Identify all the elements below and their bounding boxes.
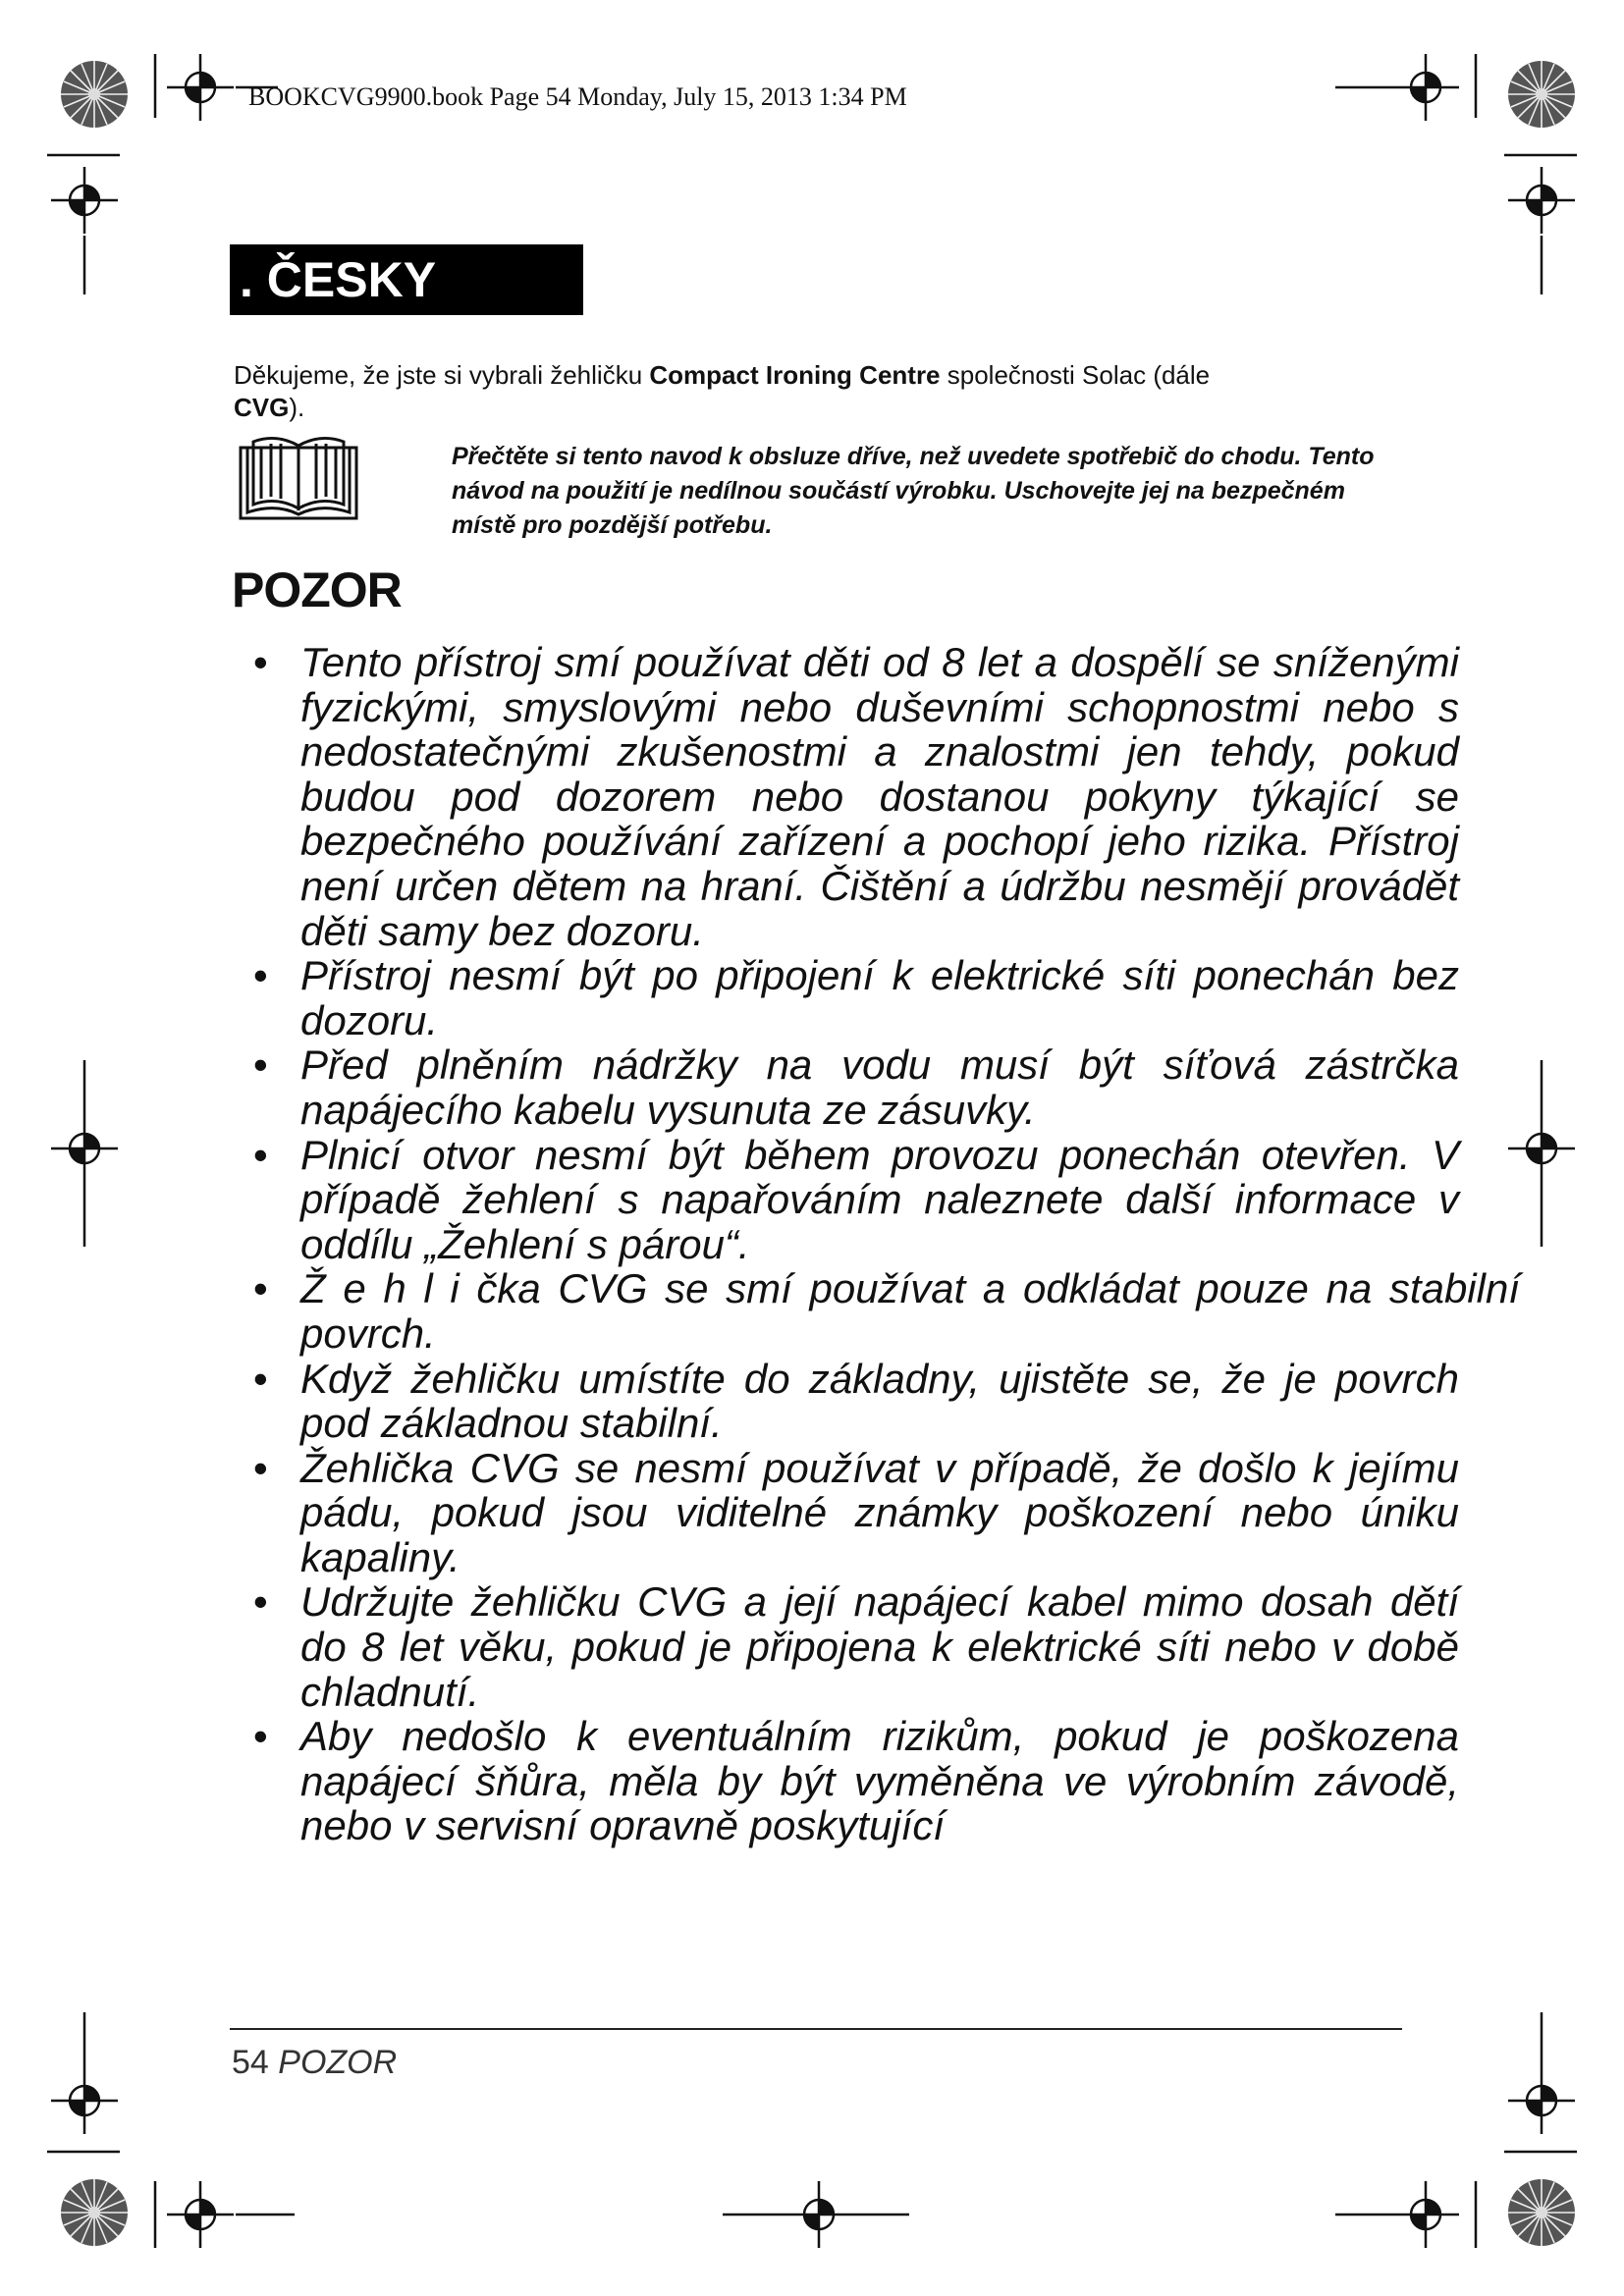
registration-star-icon bbox=[1508, 61, 1575, 128]
page-number: 54 bbox=[232, 2044, 269, 2081]
warning-list bbox=[253, 640, 1520, 1848]
footer-divider bbox=[230, 2028, 1402, 2030]
registration-crosshair-icon bbox=[167, 2181, 234, 2248]
warning-item: • Udržujte žehličku CVG a její napájecí kabel mimo dosah dětí do 8 let věku, pokud je připojena k elektrické síti nebo v době chladnutí. bbox=[253, 1578, 1459, 1715]
registration-crosshair-icon bbox=[51, 1115, 118, 1182]
registration-crosshair-icon bbox=[785, 2181, 852, 2248]
warning-item: • Žehlička CVG se nesmí používat v případě, že došlo k jejímu pádu, pokud jsou viditelné známky poškození nebo úniku kapaliny. bbox=[253, 1444, 1459, 1580]
print-header: BOOKCVG9900.book Page 54 Monday, July 15, 2013 1:34 PM bbox=[248, 82, 907, 111]
warning-item: • Před plněním nádržky na vodu musí být síťová zástrčka napájecího kabelu vysunuta ze zásuvky. bbox=[253, 1041, 1459, 1133]
warning-item: • Přístroj nesmí být po připojení k elektrické síti ponechán bez dozoru. bbox=[253, 952, 1459, 1043]
footer-section-label: POZOR bbox=[278, 2044, 398, 2081]
warning-item: • Ž e h l i čka CVG se smí používat a odkládat pouze na stabilní povrch. bbox=[253, 1265, 1520, 1357]
registration-crosshair-icon bbox=[51, 2067, 118, 2134]
intro-text: společnosti Solac (dále bbox=[940, 360, 1211, 390]
intro-text: ). bbox=[289, 393, 305, 422]
registration-crosshair-icon bbox=[51, 167, 118, 234]
registration-crosshair-icon bbox=[1508, 2067, 1575, 2134]
registration-star-icon bbox=[61, 61, 128, 128]
page-footer bbox=[232, 2044, 397, 2082]
registration-crosshair-icon bbox=[1392, 54, 1459, 121]
language-banner: . ČESKY bbox=[230, 244, 583, 315]
intro-paragraph bbox=[234, 359, 1412, 424]
intro-text: Děkujeme, že jste si vybrali žehličku bbox=[234, 360, 650, 390]
registration-crosshair-icon bbox=[1508, 167, 1575, 234]
product-name: Compact Ironing Centre bbox=[649, 360, 941, 390]
open-book-icon bbox=[238, 434, 359, 520]
warning-item: • Aby nedošlo k eventuálním rizikům, pokud je poškozena napájecí šňůra, měla by být vyměněna ve výrobním závodě, nebo v servisní opravně poskytující bbox=[253, 1713, 1459, 1849]
registration-crosshair-icon bbox=[1392, 2181, 1459, 2248]
warning-item: • Plnicí otvor nesmí být během provozu ponechán otevřen. V případě žehlení s napařováním naleznete další informace v oddílu „Žehlení s párou“. bbox=[253, 1131, 1459, 1267]
warning-item: • Tento přístroj smí používat děti od 8 let a dospělí se sníženými fyzickými, smyslovými nebo duševními schopnostmi nebo s nedostatečnými zkušenostmi a znalostmi jen tehdy, pokud budou pod dozorem nebo dostanou pokyny týkající se bezpečného používání zařízení a pochopí jeho rizika. Přístroj není určen dětem na hraní. Čištění a údržbu nesmějí provádět děti samy bez dozoru. bbox=[253, 639, 1459, 954]
registration-star-icon bbox=[1508, 2179, 1575, 2246]
registration-crosshair-icon bbox=[167, 54, 234, 121]
warning-item: • Když žehličku umístíte do základny, ujistěte se, že je povrch pod základnou stabilní. bbox=[253, 1355, 1459, 1447]
registration-star-icon bbox=[61, 2179, 128, 2246]
product-abbreviation: CVG bbox=[234, 393, 290, 422]
read-manual-note: Přečtěte si tento navod k obsluze dříve, než uvedete spotřebič do chodu. Tento návod na použití je nedílnou součástí výrobku. Uschovejte jej na bezpečném místě pro pozdější potřebu. bbox=[452, 443, 1375, 539]
section-heading: POZOR bbox=[232, 562, 402, 617]
